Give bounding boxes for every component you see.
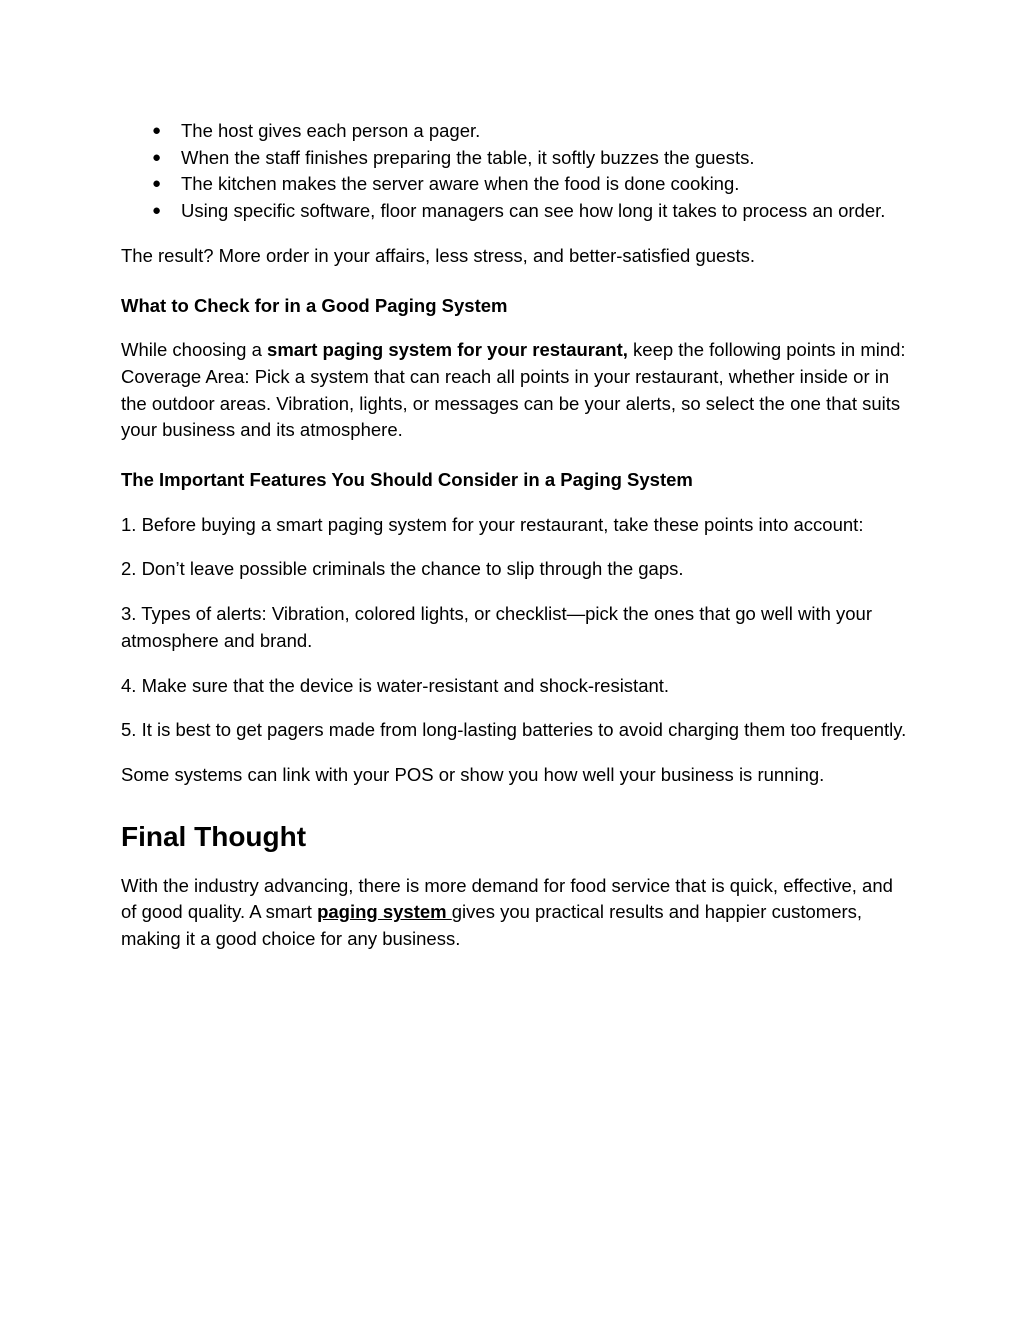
numbered-item: 3. Types of alerts: Vibration, colored lights, or checklist—pick the ones that go well with your atmosphere and brand. [121, 603, 872, 651]
pos-paragraph: Some systems can link with your POS or show you how well your business is running. [121, 763, 825, 785]
document-page [121, 118, 911, 953]
list-item-text: When the staff finishes preparing the table, it softly buzzes the guests. [181, 146, 755, 168]
bullet-icon: ● [152, 148, 162, 166]
bullet-icon: ● [152, 122, 162, 139]
numbered-item: 4. Make sure that the device is water-resistant and shock-resistant. [121, 674, 670, 696]
final-paragraph [121, 873, 911, 953]
numbered-item: 5. It is best to get pagers made from long-lasting batteries to avoid charging them too frequently. [121, 719, 907, 741]
features-heading: The Important Features You Should Consider in a Paging System [121, 469, 693, 491]
bullet-icon: ● [152, 202, 162, 220]
numbered-item: 1. Before buying a smart paging system for your restaurant, take these points into account: [121, 513, 864, 535]
final-suffix: gives you practical results and happier customers, making it a good choice for any business. [121, 901, 863, 950]
check-heading: What to Check for in a Good Paging System [121, 294, 508, 316]
result-paragraph: The result? More order in your affairs, less stress, and better-satisfied guests. [121, 244, 756, 266]
list-item [121, 198, 911, 225]
list-item-text: The kitchen makes the server aware when the food is done cooking. [181, 173, 740, 195]
list-item [121, 171, 911, 198]
choosing-bold-phrase: smart paging system for your restaurant, [267, 339, 628, 361]
choosing-suffix: keep the following points in mind: Coverage Area: Pick a system that can reach all points in your restaurant, whether inside or in the outdoor areas. Vibration, lights, or messages can be your alerts, so select the one that suits your business and its atmosphere. [121, 339, 906, 441]
choosing-prefix: While choosing a [121, 339, 268, 361]
choosing-paragraph [121, 337, 911, 444]
list-item-text: Using specific software, floor managers can see how long it takes to process an order. [181, 200, 886, 222]
bullet-list [121, 118, 911, 225]
final-prefix: With the industry advancing, there is more demand for food service that is quick, effective, and of good quality. A smart [121, 874, 893, 923]
list-item-text: The host gives each person a pager. [181, 120, 481, 141]
bullet-icon: ● [152, 175, 162, 193]
list-item [121, 145, 911, 172]
numbered-item: 2. Don’t leave possible criminals the chance to slip through the gaps. [121, 558, 684, 580]
list-item [121, 118, 911, 145]
paging-system-link[interactable]: paging system [317, 901, 452, 923]
final-thought-heading: Final Thought [121, 820, 307, 852]
